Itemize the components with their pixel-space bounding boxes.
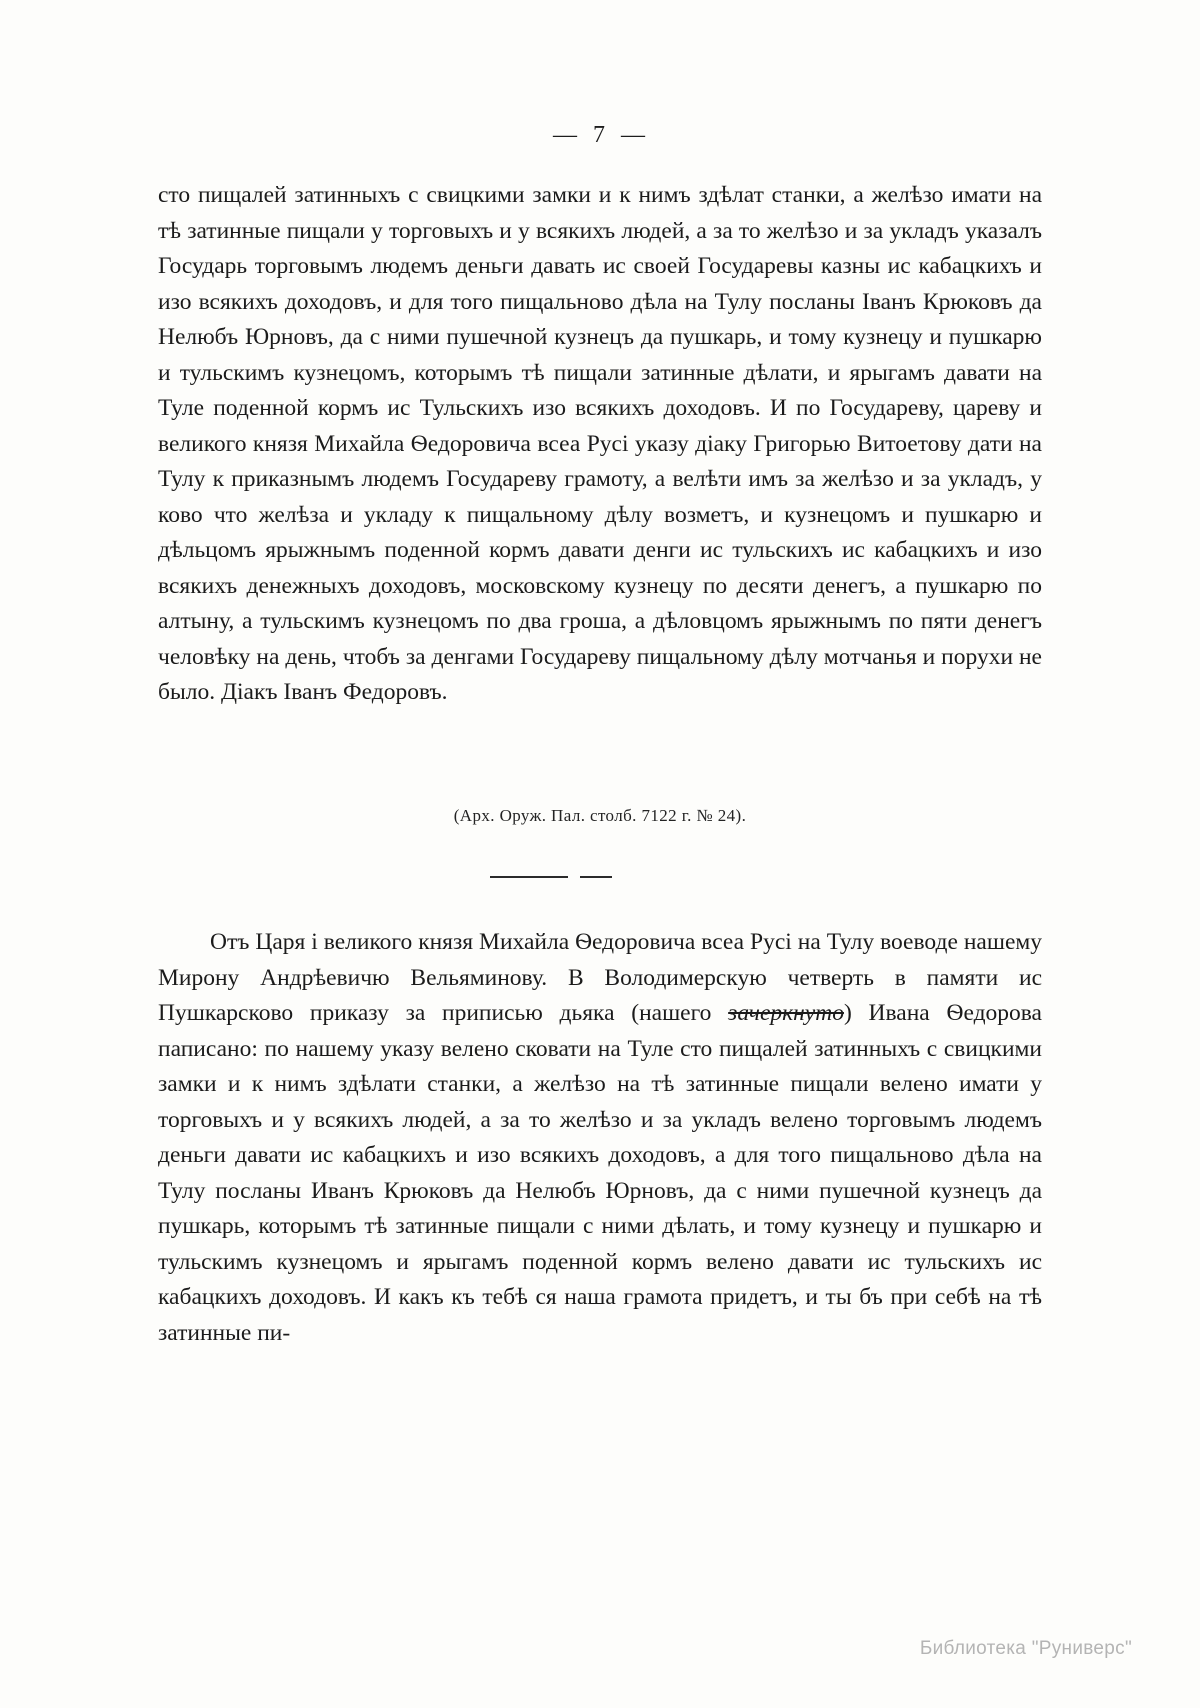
document-paragraph-2	[158, 925, 1042, 1351]
page-number-dash-right: —	[621, 122, 647, 148]
document-paragraph-2-part-2: ) Ивана Ѳедорова паписано: по нашему указу велено сковати на Туле сто пищалей затинныхъ с свицкими замки и к нимъ здѣлати станки, а желѣзо на тѣ затинные пищали велено имати у торговыхъ и у всякихъ людей, а за то желѣзо и за укладъ велено торговымъ людемъ деньги давати ис кабацкихъ и изо всякихъ доходовъ, а для того пищальново дѣла на Тулу посланы Иванъ Крюковъ да Нелюбъ Юрновъ, да с ними пушечной кузнецъ да пушкарь, которымъ тѣ затинные пищали с ними дѣлать, и тому кузнецу и пушкарю и тульскимъ кузнецомъ и ярыгамъ поденной кормъ велено давати ис тульскихъ ис кабацкихъ доходовъ. И какъ къ тебѣ ся наша грамота придетъ, и ты бъ при себѣ на тѣ затинные пи-	[158, 1000, 1042, 1346]
page-number	[0, 122, 1200, 149]
document-paragraph-1: сто пищалей затинныхъ с свицкими замки и к нимъ здѣлат станки, а желѣзо имати на тѣ затинные пищали у торговыхъ и у всякихъ людей, а за то желѣзо и за укладъ указалъ Государь торговымъ людемъ деньги давать ис своей Государевы казны ис кабацкихъ и изо всякихъ доходовъ, и для того пищальново дѣла на Тулу посланы Іванъ Крюковъ да Нелюбъ Юрновъ, да с ними пушечной кузнецъ да пушкарь, и тому кузнецу и пушкарю и тульскимъ кузнецомъ, которымъ тѣ пищали затинные дѣлати, и ярыгамъ давати на Туле поденной кормъ ис Тульскихъ изо всякихъ доходовъ. И по Государеву, цареву и великого князя Михайла Ѳедоровича всеа Русі указу діаку Григорью Витоетову дати на Тулу к приказнымъ людемъ Государеву грамоту, а велѣти имъ за желѣзо и за укладъ, у ково что желѣза и укладу к пищальному дѣлу возметъ, и кузнецомъ и пушкарю и дѣльцомъ ярыжнымъ поденной кормъ давати денги ис тульскихъ ис кабацкихъ и изо всякихъ денежныхъ доходовъ, московскому кузнецу по десяти денегъ, а пушкарю по алтыну, а тульскимъ кузнецомъ по два гроша, а дѣловцомъ ярыжнымъ по пяти денегъ человѣку на день, чтобъ за денгами Государеву пищальному дѣлу мотчанья и порухи не было. Діакъ Іванъ Федоровъ.	[158, 182, 1042, 705]
page-number-dash-left: —	[553, 122, 579, 148]
source-citation: (Арх. Оруж. Пал. столб. 7122 г. № 24).	[453, 806, 747, 825]
divider-segment-long	[490, 876, 568, 878]
document-paragraph-2-part-1: Отъ Царя і великого князя Михайла Ѳедоровича всеа Русі на Тулу воеводе нашему Мирону Андрѣевичю Вельяминову. В Володимерскую четверть в памяти ис Пушкарсково приказу за приписью дьяка (нашего	[158, 929, 1042, 1026]
section-divider	[490, 872, 612, 882]
struck-through-note: зачеркнуто	[728, 1000, 844, 1026]
page-number-value: 7	[593, 122, 607, 148]
library-watermark: Библиотека "Руниверс"	[919, 1638, 1132, 1659]
divider-segment-short	[580, 876, 612, 878]
